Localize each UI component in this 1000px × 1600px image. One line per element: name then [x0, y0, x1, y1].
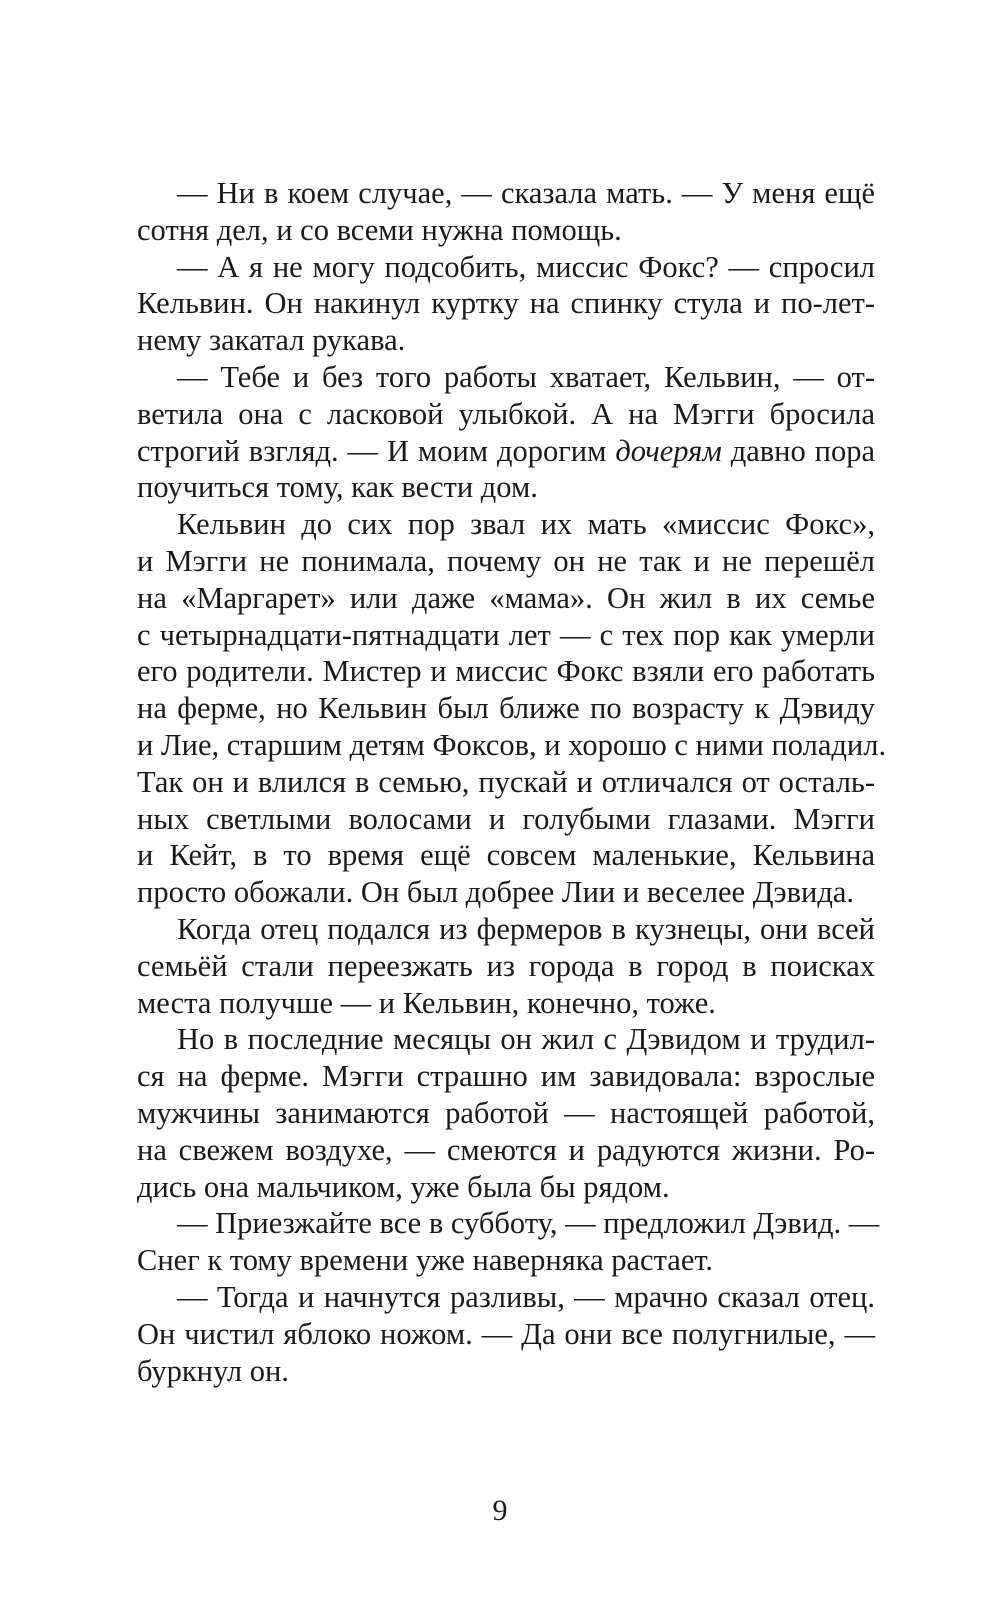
text-line: семьёй стали переезжать из города в город в поисках: [137, 948, 875, 983]
text-line: Снег к тому времени уже наверняка растает.: [137, 1243, 714, 1278]
text-line: мужчины занимаются работой — настоящей работой,: [137, 1095, 875, 1130]
text-line: ся на ферме. Мэгги страшно им завидовала: взрослые: [137, 1059, 875, 1094]
text-line: ных светлыми волосами и голубыми глазами. Мэгги: [137, 801, 875, 836]
text-line: — А я не могу подсобить, миссис Фокс? — спросил: [177, 249, 875, 284]
text-line: нему закатал рукава.: [137, 323, 406, 358]
text-line: — Ни в коем случае, — сказала мать. — У меня ещё: [177, 176, 875, 210]
text-line: и Лие, старшим детям Фоксов, и хорошо с ними поладил.: [137, 727, 887, 762]
text-line: поучиться тому, как вести дом.: [137, 470, 538, 505]
text-line: Но в последние месяцы он жил с Дэвидом и трудил-: [177, 1022, 875, 1057]
text-line: сотня дел, и со всеми нужна помощь.: [137, 212, 622, 247]
text-line: Когда отец подался из фермеров в кузнецы, они всей: [177, 911, 875, 946]
text-line: места получше — и Кельвин, конечно, тоже.: [137, 985, 716, 1020]
text-line: на «Маргарет» или даже «мама». Он жил в их семье: [137, 580, 875, 615]
italic-word: дочерям: [615, 433, 722, 468]
text-line: буркнул он.: [137, 1353, 289, 1388]
text-line: строгий взгляд. — И моим дорогим дочерям давно пора: [137, 433, 876, 468]
text-line: Так он и влился в семью, пускай и отличался от осталь-: [137, 764, 875, 799]
text-line: с четырнадцати-пятнадцати лет — с тех пор как умерли: [137, 617, 875, 652]
text-line: ветила она с ласковой улыбкой. А на Мэгги бросила: [137, 396, 875, 431]
text-line: Он чистил яблоко ножом. — Да они все полугнилые, —: [137, 1316, 875, 1351]
text-line: Кельвин до сих пор звал их мать «миссис Фокс»,: [177, 507, 875, 542]
text-line: и Кейт, в то время ещё совсем маленькие, Кельвина: [137, 838, 875, 873]
text-line: дись она мальчиком, уже была бы рядом.: [137, 1169, 670, 1204]
text-line: на свежем воздухе, — смеются и радуются жизни. Ро-: [137, 1132, 875, 1167]
page-number: 9: [492, 1494, 508, 1527]
text-line: — Тогда и начнутся разливы, — мрачно сказал отец.: [177, 1279, 875, 1314]
text-line: — Тебе и без того работы хватает, Кельвин, — от-: [177, 359, 875, 394]
text-line: и Мэгги не понимала, почему он не так и не перешёл: [137, 543, 875, 578]
text-line: на ферме, но Кельвин был ближе по возрасту к Дэвиду: [137, 691, 875, 726]
text-line: Кельвин. Он накинул куртку на спинку стула и по-лет-: [137, 286, 875, 321]
text-line: его родители. Мистер и миссис Фокс взяли его работать: [137, 654, 875, 689]
text-line: просто обожали. Он был добрее Лии и веселее Дэвида.: [137, 875, 855, 910]
body-text: [137, 175, 887, 1389]
text-line: — Приезжайте все в субботу, — предложил Дэвид. —: [177, 1206, 880, 1241]
